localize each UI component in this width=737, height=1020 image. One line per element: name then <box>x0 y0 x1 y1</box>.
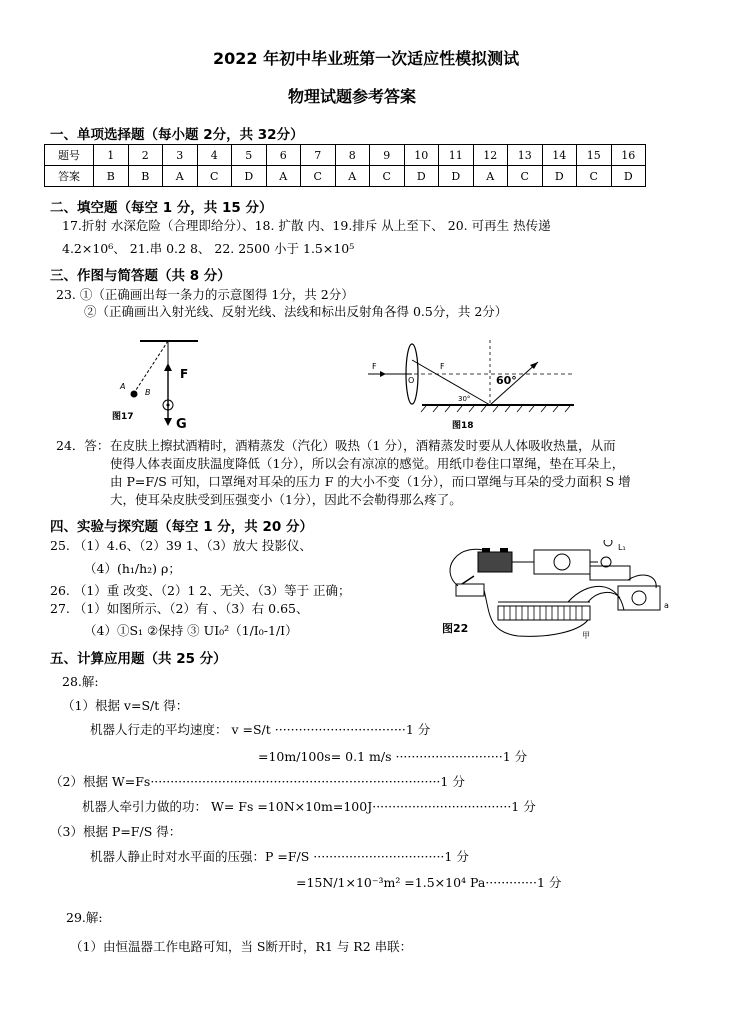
table-cell: C <box>577 166 612 187</box>
table-cell: 8 <box>335 145 370 166</box>
q24-lead: 24．答： <box>56 438 110 453</box>
table-cell: 5 <box>232 145 267 166</box>
table-cell: D <box>542 166 577 187</box>
q24-line-2: 使得人体表面皮肤温度降低（1分），所以会有凉凉的感觉。用纸巾卷住口罩绳，垫在耳朵上， <box>110 456 625 471</box>
table-cell: B <box>128 166 163 187</box>
table-cell: 11 <box>439 145 474 166</box>
table-cell: 4 <box>197 145 232 166</box>
figure-18-lens-mirror <box>362 336 578 430</box>
table-cell: 13 <box>508 145 543 166</box>
q24-line-3: 由 P=F/S 可知，口罩绳对耳朵的压力 F 的大小不变（1分），而口罩绳与耳朵的受力面积 S 增 <box>110 474 631 489</box>
q26-line: 26. （1）重 改变、（2）1 2、无关、（3）等于 正确； <box>50 583 351 598</box>
q24-line-4: 大，使耳朵皮肤受到压强变小（1分），因此不会勒得那么疼了。 <box>110 492 462 507</box>
table-cell: C <box>508 166 543 187</box>
q23-line-2: ②（正确画出入射光线、反射光线、法线和标出反射角各得 0.5分，共 2分） <box>84 304 508 319</box>
fig18-o-label: O <box>408 376 415 385</box>
table-cell: C <box>197 166 232 187</box>
fig17-f-label: F <box>180 367 189 381</box>
table-cell: 14 <box>542 145 577 166</box>
fig17-g-label: G <box>176 417 187 432</box>
fig22-jia-label: 甲 <box>582 631 590 640</box>
q28-part2-head: （2）根据 W=Fs·········································································1 分 <box>50 774 465 789</box>
fig18-angle-small: 30° <box>458 395 471 403</box>
table-cell: 1 <box>94 145 129 166</box>
fill-answers-line-1: 17.折射 水深危险（合理即给分）、18. 扩散 内、19.排斥 从上至下、 20. 可再生 热传递 <box>62 218 551 233</box>
section-4-heading: 四、实验与探究题（每空 1 分，共 20 分） <box>50 519 313 535</box>
section-2-heading: 二、填空题（每空 1 分，共 15 分） <box>50 200 273 216</box>
table-cell: 15 <box>577 145 612 166</box>
section-5-heading: 五、计算应用题（共 25 分） <box>50 651 227 667</box>
fill-answers-line-2: 4.2×10⁶、 21.串 0.2 8、 22. 2500 小于 1.5×10⁵ <box>62 241 355 256</box>
answer-table <box>44 144 646 187</box>
fig18-f-left: F <box>372 362 377 371</box>
section-3-heading: 三、作图与简答题（共 8 分） <box>50 268 231 284</box>
q28-part3-head: （3）根据 P=F/S 得： <box>50 824 182 839</box>
fig22-a-label: a <box>664 601 669 610</box>
q25-line-1: 25. （1）4.6、（2）39 1、（3）放大 投影仪、 <box>50 538 312 553</box>
table-cell: C <box>370 166 405 187</box>
q28-part2-line1: 机器人牵引力做的功： W= Fs =10N×10m=100J···································1 分 <box>82 799 536 814</box>
table-cell: 9 <box>370 145 405 166</box>
fig18-angle: 60° <box>496 374 517 387</box>
page-subtitle: 物理试题参考答案 <box>288 87 417 106</box>
table-cell: D <box>232 166 267 187</box>
table-cell: D <box>439 166 474 187</box>
q28-part3-line1: 机器人静止时对水平面的压强：P =F/S ·································1 分 <box>90 849 469 864</box>
table-cell: A <box>473 166 508 187</box>
q28-part1-line1: 机器人行走的平均速度： v =S/t ·································1 分 <box>90 722 431 737</box>
table-cell: C <box>301 166 336 187</box>
fig22-l1-label: L₁ <box>618 543 626 552</box>
table-cell: 10 <box>404 145 439 166</box>
fig17-caption: 图17 <box>112 412 134 422</box>
table-header-cell: 答案 <box>45 166 94 187</box>
table-cell: A <box>266 166 301 187</box>
q28-label: 28.解: <box>62 674 99 689</box>
q27-line-1: 27. （1）如图所示、（2）有 、（3）右 0.65、 <box>50 601 309 616</box>
fig17-b-label: B <box>145 388 151 397</box>
q28-part3-line2: =15N/1×10⁻³m² =1.5×10⁴ Pa·············1 分 <box>296 875 562 890</box>
table-cell: 16 <box>611 145 646 166</box>
fig18-f-right: F <box>440 362 445 371</box>
q28-part1-line2: =10m/100s= 0.1 m/s ···························1 分 <box>258 749 528 764</box>
table-cell: D <box>611 166 646 187</box>
fig17-a-label: A <box>120 382 126 391</box>
table-cell: D <box>404 166 439 187</box>
section-1-heading: 一、单项选择题（每小题 2分，共 32分） <box>50 127 304 143</box>
table-cell: 3 <box>163 145 198 166</box>
table-header-cell: 题号 <box>45 145 94 166</box>
q29-line1: （1）由恒温器工作电路可知，当 S断开时，R1 与 R2 串联： <box>70 939 413 954</box>
q29-label: 29.解: <box>66 910 103 925</box>
q24-line-1: 在皮肤上擦拭酒精时，酒精蒸发（汽化）吸热（1 分），酒精蒸发时要从人体吸收热量，从而 <box>110 438 616 453</box>
fig18-caption: 图18 <box>452 421 474 430</box>
table-row-answers <box>45 166 646 187</box>
fig22-caption: 图22 <box>442 622 469 635</box>
table-cell: A <box>163 166 198 187</box>
q23-line-1: 23. ①（正确画出每一条力的示意图得 1分，共 2分） <box>56 287 354 302</box>
table-cell: 7 <box>301 145 336 166</box>
table-cell: 6 <box>266 145 301 166</box>
q28-part1-head: （1）根据 v=S/t 得： <box>62 698 189 713</box>
q27-line-2: （4）①S₁ ②保持 ③ UI₀²（1/I₀-1/I） <box>84 623 298 638</box>
table-cell: B <box>94 166 129 187</box>
page-title: 2022 年初中毕业班第一次适应性模拟测试 <box>213 49 520 68</box>
q25-line-2: （4）(h₁/h₂) ρ； <box>84 561 181 576</box>
table-cell: A <box>335 166 370 187</box>
table-row-numbers <box>45 145 646 166</box>
table-cell: 12 <box>473 145 508 166</box>
table-cell: 2 <box>128 145 163 166</box>
figure-17-pendulum <box>112 333 212 433</box>
